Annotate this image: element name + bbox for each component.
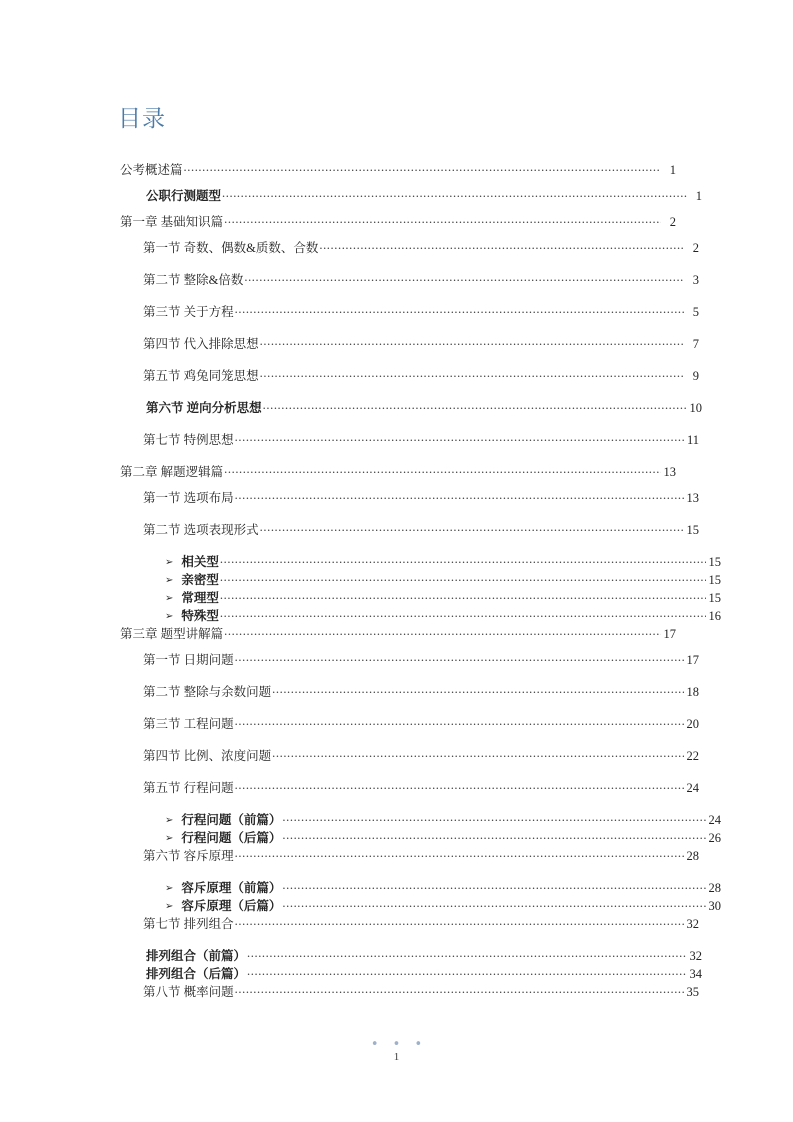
toc-entry-label: 第一节 奇数、偶数&质数、合数 <box>143 241 319 255</box>
toc-entry-page-number: 24 <box>686 781 699 795</box>
toc-entry-label: 第二章 解题逻辑篇 <box>120 465 224 479</box>
toc-entry-page-number: 10 <box>689 401 702 415</box>
toc-entry-label: 第六节 逆向分析思想 <box>146 401 262 415</box>
toc-entry-label: 第四节 代入排除思想 <box>143 337 259 351</box>
toc-entry[interactable] <box>120 810 721 828</box>
toc-entry-label: 第一节 选项布局 <box>143 491 234 505</box>
dot-leader <box>260 523 684 534</box>
toc-entry-page-number: 13 <box>663 465 676 479</box>
toc-entry[interactable] <box>120 552 721 570</box>
toc-entry[interactable] <box>120 714 699 746</box>
dot-leader <box>282 831 706 842</box>
toc-entry[interactable] <box>120 964 702 982</box>
toc-entry-label: 第二节 整除&倍数 <box>143 273 244 287</box>
page-footer <box>0 1037 793 1065</box>
toc-entry-label: 容斥原理（前篇） <box>181 881 282 895</box>
toc-entry-label: 第八节 概率问题 <box>143 985 234 999</box>
arrow-bullet-icon: ➢ <box>165 833 174 844</box>
toc-entry[interactable] <box>120 914 699 946</box>
arrow-bullet-icon: ➢ <box>165 611 174 622</box>
dot-leader <box>282 813 706 824</box>
toc-entry[interactable] <box>120 238 699 270</box>
dot-leader <box>235 917 684 928</box>
toc-entry[interactable] <box>120 186 702 212</box>
toc-entry-page-number: 3 <box>692 273 699 287</box>
toc-entry[interactable] <box>120 846 699 878</box>
arrow-bullet-icon: ➢ <box>165 815 174 826</box>
arrow-bullet-icon: ➢ <box>165 575 174 586</box>
dot-leader <box>244 273 684 284</box>
toc-entry-page-number: 22 <box>686 749 699 763</box>
toc-entry-page-number: 18 <box>686 685 699 699</box>
dot-leader <box>282 899 706 910</box>
toc-entry-label: 第七节 特例思想 <box>143 433 234 447</box>
dot-leader <box>263 401 687 412</box>
toc-entry-label: 第一节 日期问题 <box>143 653 234 667</box>
toc-entry-label: 第二节 整除与余数问题 <box>143 685 272 699</box>
toc-entry[interactable] <box>120 488 699 520</box>
toc-entry-page-number: 1 <box>669 163 676 177</box>
toc-entry-label: 相关型 <box>181 555 219 569</box>
dot-leader <box>247 967 687 978</box>
toc-entry-label: 排列组合（前篇） <box>146 949 247 963</box>
footer-page-number: 1 <box>393 1051 400 1063</box>
dot-leader <box>220 609 706 620</box>
toc-entry-page-number: 11 <box>686 433 699 447</box>
toc-entry-label: 行程问题（后篇） <box>181 831 282 845</box>
toc-entry-label: 行程问题（前篇） <box>181 813 282 827</box>
toc-entry-page-number: 15 <box>708 573 721 587</box>
dot-leader <box>222 189 687 200</box>
toc-entry-label: 第四节 比例、浓度问题 <box>143 749 272 763</box>
toc-entry[interactable] <box>120 588 721 606</box>
page-title: 目录 <box>118 106 166 131</box>
toc-entry-label: 第六节 容斥原理 <box>143 849 234 863</box>
dot-leader <box>272 749 684 760</box>
toc-entry-label: 第二节 选项表现形式 <box>143 523 259 537</box>
dot-leader <box>220 591 706 602</box>
toc-entry-page-number: 35 <box>686 985 699 999</box>
toc-entry-label: 公职行测题型 <box>146 189 222 203</box>
toc-entry-page-number: 32 <box>686 917 699 931</box>
toc-entry-page-number: 1 <box>695 189 702 203</box>
dot-leader <box>235 849 684 860</box>
toc-entry-page-number: 26 <box>708 831 721 845</box>
dot-leader <box>260 369 684 380</box>
toc-entry-page-number: 15 <box>708 555 721 569</box>
toc-entry-label: 特殊型 <box>181 609 219 623</box>
toc-entry[interactable] <box>120 946 702 964</box>
toc-entry[interactable] <box>120 606 721 624</box>
toc-entry-page-number: 2 <box>692 241 699 255</box>
arrow-bullet-icon: ➢ <box>165 901 174 912</box>
toc-entry-page-number: 5 <box>692 305 699 319</box>
dot-leader <box>220 573 706 584</box>
toc-entry-page-number: 34 <box>689 967 702 981</box>
toc-entry-page-number: 32 <box>689 949 702 963</box>
toc-entry-page-number: 30 <box>708 899 721 913</box>
dot-leader <box>272 685 684 696</box>
toc-entry-label: 常理型 <box>181 591 219 605</box>
toc-entry[interactable] <box>120 878 721 896</box>
toc-entry-label: 第三节 关于方程 <box>143 305 234 319</box>
toc-entry-page-number: 17 <box>686 653 699 667</box>
toc-entry-page-number: 16 <box>708 609 721 623</box>
dot-leader <box>235 433 684 444</box>
toc-entry[interactable] <box>120 624 676 650</box>
dot-leader <box>260 337 684 348</box>
arrow-bullet-icon: ➢ <box>165 593 174 604</box>
toc-entry[interactable] <box>120 334 699 366</box>
dot-leader <box>235 781 684 792</box>
toc-entry[interactable] <box>120 212 676 238</box>
toc-entry-page-number: 15 <box>686 523 699 537</box>
toc-entry[interactable] <box>120 650 699 682</box>
toc-entry[interactable] <box>120 302 699 334</box>
toc-entry-label: 公考概述篇 <box>120 163 183 177</box>
dot-leader <box>235 717 684 728</box>
toc-entry-label: 第五节 鸡兔同笼思想 <box>143 369 259 383</box>
toc-entry[interactable] <box>120 398 702 430</box>
dot-leader <box>235 985 684 996</box>
toc-entry-page-number: 28 <box>708 881 721 895</box>
toc-entry[interactable] <box>120 160 676 186</box>
toc-entry[interactable] <box>120 366 699 398</box>
table-of-contents <box>120 160 721 1014</box>
dot-leader <box>282 881 706 892</box>
dot-leader <box>224 465 661 476</box>
toc-entry[interactable] <box>120 896 721 914</box>
dot-leader <box>184 163 661 174</box>
toc-entry-label: 第一章 基础知识篇 <box>120 215 224 229</box>
dot-leader <box>319 241 684 252</box>
toc-entry-page-number: 15 <box>708 591 721 605</box>
toc-entry[interactable] <box>120 778 699 810</box>
toc-entry-label: 第五节 行程问题 <box>143 781 234 795</box>
toc-entry-page-number: 20 <box>686 717 699 731</box>
toc-entry-label: 容斥原理（后篇） <box>181 899 282 913</box>
toc-entry-page-number: 24 <box>708 813 721 827</box>
dot-leader <box>220 555 706 566</box>
toc-entry[interactable] <box>120 520 699 552</box>
toc-entry[interactable] <box>120 570 721 588</box>
dot-leader <box>224 627 661 638</box>
dot-leader <box>224 215 661 226</box>
toc-entry-label: 第三节 工程问题 <box>143 717 234 731</box>
toc-entry[interactable] <box>120 682 699 714</box>
toc-entry[interactable] <box>120 270 699 302</box>
toc-entry-page-number: 7 <box>692 337 699 351</box>
toc-entry-label: 第七节 排列组合 <box>143 917 234 931</box>
toc-entry-label: 亲密型 <box>181 573 219 587</box>
arrow-bullet-icon: ➢ <box>165 883 174 894</box>
toc-entry[interactable] <box>120 982 699 1014</box>
toc-entry-page-number: 28 <box>686 849 699 863</box>
dot-leader <box>247 949 687 960</box>
arrow-bullet-icon: ➢ <box>165 557 174 568</box>
toc-entry[interactable] <box>120 430 699 462</box>
toc-entry[interactable] <box>120 828 721 846</box>
dot-leader <box>235 305 684 316</box>
toc-entry[interactable] <box>120 462 676 488</box>
toc-entry-page-number: 2 <box>669 215 676 229</box>
dot-leader <box>235 491 684 502</box>
toc-entry-page-number: 13 <box>686 491 699 505</box>
dot-leader <box>235 653 684 664</box>
toc-entry-label: 第三章 题型讲解篇 <box>120 627 224 641</box>
toc-entry-page-number: 9 <box>692 369 699 383</box>
toc-entry-page-number: 17 <box>663 627 676 641</box>
footer-dots-ornament: • • • <box>370 1037 428 1052</box>
toc-entry[interactable] <box>120 746 699 778</box>
toc-entry-label: 排列组合（后篇） <box>146 967 247 981</box>
